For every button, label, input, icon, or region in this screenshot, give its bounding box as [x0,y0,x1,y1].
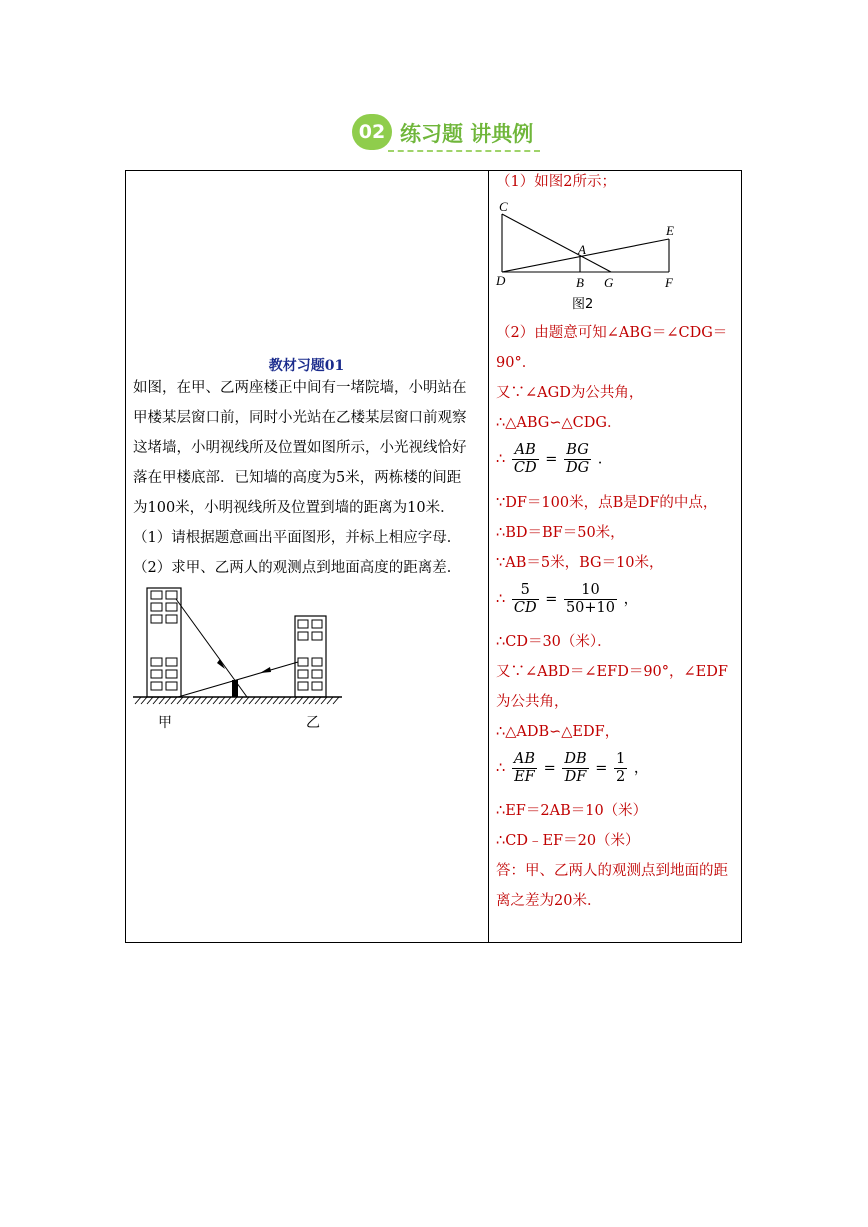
problem-line: （2）求甲、乙两人的观测点到地面高度的距离差． [133,560,462,576]
therefore-symbol: ∴ [496,760,506,777]
solution-line: 为公共角， [496,694,569,710]
point-label-a: A [578,242,586,257]
problem-title: 教材习题01 [268,358,345,374]
solution-line: （2）由题意可知∠ABG＝∠CDG＝ [496,325,728,341]
point-label-d: D [496,273,506,288]
solution-step-1: （1）如图2所示； [496,174,616,190]
fraction-denominator: CD [513,600,537,616]
segment-cg [502,214,611,272]
comma: ， [633,760,649,777]
solution-line: ∴CD﹣EF＝20（米） [496,833,640,849]
problem-line: 落在甲楼底部．已知墙的高度为5米，两栋楼的间距 [133,470,462,486]
solution-line: 离之差为20米． [496,893,602,909]
therefore-symbol: ∴ [496,451,506,468]
problem-line: 这堵墙，小明视线所及位置如图所示，小光视线恰好 [133,440,467,456]
equals-sign: = [545,591,558,608]
fraction-denominator: 2 [616,769,626,785]
comma: ， [623,591,639,608]
fraction-denominator: DF [564,769,587,785]
equals-sign: = [545,451,558,468]
fraction-numerator: AB [513,751,535,767]
solution-line: ∴BD＝BF＝50米， [496,525,625,541]
problem-line: 为100米，小明视线所及位置到墙的距离为10米． [133,500,455,516]
fraction-line-2 [496,582,740,617]
section-number-badge [352,114,392,150]
equals-sign: = [595,760,608,777]
fraction-denominator: CD [513,460,537,476]
label-yi: 乙 [306,715,320,731]
point-label-f: F [665,275,673,290]
fraction-line-1 [496,442,740,477]
fraction-denominator: EF [514,769,535,785]
solution-line: 答：甲、乙两人的观测点到地面的距 [496,863,728,879]
fraction-numerator: AB [512,442,539,460]
solution-line: ∴△ABG∽△CDG． [496,415,622,431]
xiaoming-sight-line [176,599,247,697]
ground-hatching [135,697,339,704]
section-title: 练习题 讲典例 [400,122,534,146]
fraction-numerator: 5 [512,582,539,600]
problem-line: 甲楼某层窗口前，同时小光站在乙楼某层窗口前观察 [133,410,467,426]
point-label-c: C [499,199,508,214]
section-header [352,114,552,158]
problem-line: （1）请根据题意画出平面图形，并标上相应字母． [133,530,462,546]
solution-line: ∴CD＝30（米）． [496,634,612,650]
point-label-b: B [576,275,584,290]
period: . [597,451,603,468]
fraction-numerator: 1 [616,751,626,767]
fraction-denominator: DG [565,460,590,476]
therefore-symbol: ∴ [496,591,506,608]
figure-2 [494,198,684,314]
fraction-numerator: 10 [564,582,617,600]
fraction-denominator: 50+10 [565,600,616,616]
solution-line: 又∵∠AGD为公共角， [496,385,644,401]
solution-line: 90°． [496,355,537,371]
problem-line: 如图，在甲、乙两座楼正中间有一堵院墙，小明站在 [133,380,467,396]
label-jia: 甲 [158,715,172,731]
solution-line: 又∵∠ABD＝∠EFD＝90°，∠EDF [496,664,728,680]
section-number: 02 [358,121,386,143]
equals-sign: = [543,760,556,777]
figure-2-caption: 图2 [572,297,594,312]
fraction-line-3 [496,751,740,786]
fraction-numerator: BG [564,442,591,460]
section-underline [388,150,540,152]
solution-line: ∴EF＝2AB＝10（米） [496,803,648,819]
point-label-g: G [604,275,614,290]
table-column-divider [488,170,489,943]
point-label-e: E [666,223,674,238]
solution-line: ∴△ADB∽△EDF， [496,724,620,740]
fraction-numerator: DB [564,751,587,767]
xiaoguang-arrow [260,667,271,673]
solution-line: ∵AB＝5米，BG＝10米， [496,555,664,571]
solution-line: ∵DF＝100米，点B是DF的中点， [496,495,718,511]
